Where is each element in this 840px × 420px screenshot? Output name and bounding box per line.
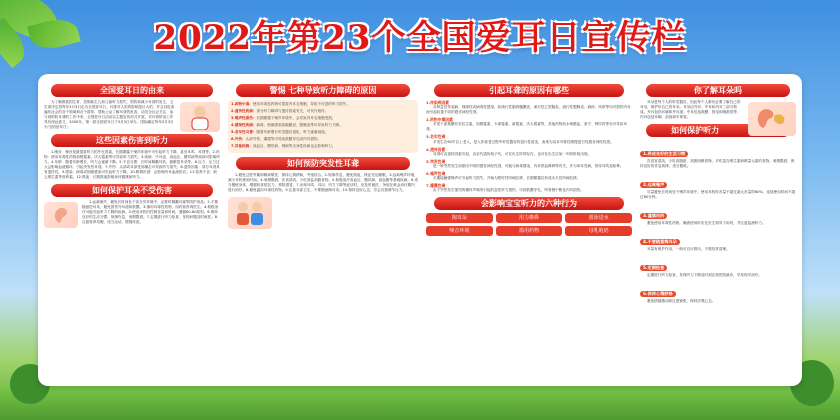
cause-heading: 7.爆震性聋	[426, 183, 446, 189]
column-causes	[228, 80, 418, 380]
section-heading-deafness-causes: 引起耳聋的原因有哪些	[434, 84, 624, 97]
tip-text: 耳屎有保护作用，一般可自行排出，不需经常清理。	[647, 247, 730, 251]
tip-text: 避免情绪激动和过度紧张，保持乐观心态。	[647, 299, 716, 303]
baby-hearing-behaviors-grid	[426, 213, 632, 236]
tip-heading: 5.定期检查	[640, 265, 667, 271]
family-illustration	[228, 197, 272, 229]
section-heading-know-ears: 你了解耳朵吗	[646, 84, 790, 97]
seven-causes-list	[228, 100, 418, 153]
cause-heading: 1.传染病因素	[426, 100, 450, 105]
content-board	[38, 74, 802, 386]
behavior-tag: 母乳呛奶	[565, 226, 632, 236]
section-heading-origin: 全国爱耳日的由来	[51, 84, 213, 97]
origin-text: 为了确保我国生育、控制新生儿和儿童听力损失，预防和减少耳聋的发生，卫生部决定将每年3月3日定为全国爱耳日。耳聋对人类的影响是巨大的，并且其危害遍布社会的各个领域和各个群体，帮助公众了解耳聋的危害，动员全社会关注、参与到预防耳聋的工作中来，全国爱耳日活动以主题宣传形式开展，对耳聋防治工作具有深远意义，2000年，第一届全国爱耳日于3月3日举办，国际确定每年3月3日为'全国爱耳日'。	[44, 100, 175, 129]
section-heading-damage-factors: 这些因素伤害到听力	[51, 134, 213, 147]
section-heading-protect-ears: 如何保护耳朵不受伤害	[51, 184, 213, 197]
section-heading-seven-causes: 警惕 七种导致听力障碍的原因	[236, 84, 411, 97]
tip-heading: 2.远离噪声	[640, 182, 667, 188]
tip-heading: 6.保持心情舒畅	[640, 291, 676, 297]
behavior-tag: 掏耳朵	[426, 213, 493, 223]
tip-heading: 3.谨慎用药	[640, 213, 667, 219]
behavior-tag: 游泳进水	[565, 213, 632, 223]
protect-ears-text: 1.远离噪声，避免长时间处于高分贝环境中，必要时佩戴耳塞等防护用品。2.不要随意挖耳朵，避免损伤外耳道和鼓膜。3.慎用耳毒性药物，用药前咨询医生。4.积极治疗可能引起听力下降的疾病。5.使用耳机时控制音量和时间，遵循60-60原则。6.保持良好的生活习惯，规律作息，戒烟限酒。7.定期进行听力检查，发现问题及时就医。8.注意营养均衡，适当运动，增强体质。	[82, 200, 219, 224]
column-origin	[44, 80, 220, 380]
section-heading-baby-hearing: 会影响宝宝听力的六种行为	[434, 197, 624, 210]
cause-heading: 4.遗传因素	[426, 146, 446, 152]
tip-text: 尽量避免长时间处于噪声环境中，使用耳机时音量不超过最大音量的60%，连续使用时间不超过60分钟。	[640, 190, 796, 199]
cause-text: 耳聋可由遗传因素引起，由亲代遗传给子代，可在出生时即存在，也可在出生后某一年龄阶段出现。	[433, 151, 592, 156]
damage-factors-text: 1.噪音：噪音是最损害听力的外在因素，长期暴露于噪声环境中可引起听力下降，甚至耳鸣、耳聋等。2.药物：使用耳毒性药物如链霉素、庆大霉素等可导致听力损失。3.疾病：中耳炎、高血压、糖尿病等疾病可影响听力。4.年龄：随着年龄增长，听力会逐渐下降。5.不良习惯：长时间佩戴耳机、频繁挖耳朵等。6.压力：压力过大会影响血液循环，引起突发性耳聋。7.外伤：头部或耳部受到撞击可导致听力损失。8.遗传因素：部分耳聋具有遗传性。9.感染：病毒或细菌感染可引起听力下降。10.吸烟饮酒：会影响内耳血液供应。11.营养不良：缺乏维生素等营养素。12.熬夜：长期熬夜影响身体健康和听力。	[44, 150, 220, 179]
cause-text: 各种急性传染病、细菌性或病毒性感染，如流行性脑脊髓膜炎、流行性乙型脑炎、流行性腮腺炎、麻疹、风疹等均可损伤内耳而引起轻重不同的感音神经性聋。	[426, 105, 631, 115]
column-know-ears	[640, 80, 796, 380]
behavior-tag: 噪音环境	[426, 226, 493, 236]
section-heading-protect-hearing: 如何保护听力	[646, 124, 790, 137]
cause-heading: 6.噪声性聋	[426, 171, 446, 177]
column-deafness-causes	[426, 80, 632, 380]
cause-text: 多见于氨基糖苷类抗生素，如链霉素、卡那霉素、新霉素、庆大霉素等，其他药物如水杨酸盐、奎宁、利尿药等亦可导致耳聋。	[426, 122, 628, 132]
page-title: 2022年第23个全国爱耳日宣传栏	[153, 18, 687, 58]
tip-heading: 4.不要随意掏耳朵	[640, 239, 680, 245]
list-item: 4.感染性疾病：病毒、细菌感染如脑膜炎、腮腺炎等可导致听力下降。	[231, 123, 343, 127]
know-ears-text: 耳朵是每个人的听觉器官，因此每个人都有必要了解自己的耳朵，保护好自己的耳朵。耳朵由外耳、中耳和内耳三部分构成。外耳包括耳廓和外耳道；中耳包括鼓膜、鼓室和咽鼓管等；内耳包括耳蜗、前庭和半规管。	[640, 100, 741, 119]
list-item: 3.噪声性损伤：长期暴露于噪声环境中，会导致内耳毛细胞受损。	[231, 116, 336, 120]
list-item: 6.外伤：头部外伤、爆震等可导致鼓膜穿孔或内耳损伤。	[231, 137, 322, 141]
section-heading-prevent-sudden-deafness: 如何预防突发性耳聋	[236, 157, 411, 170]
ear-illustration	[44, 202, 78, 228]
behavior-tag: 滥用药物	[496, 226, 563, 236]
list-item: 1.药物中毒：使用耳毒性药物可损害内耳毛细胞，导致不可逆的听力损失。	[231, 102, 350, 106]
cause-heading: 3.老年性聋	[426, 134, 446, 140]
list-item: 7.其他疾病：高血压、糖尿病、肾病等全身性疾病也会影响听力。	[231, 144, 336, 148]
list-item: 2.遗传性疾病：部分听力障碍与遗传因素有关，可代代相传。	[231, 109, 329, 113]
cause-heading: 5.突发性聋	[426, 158, 446, 164]
cause-text: 是一种突然发生而原因不明的感音神经性聋，可能与病毒感染、内耳供血障碍等有关，多为单耳发病，常伴耳鸣及眩晕。	[433, 164, 624, 169]
doctor-illustration	[180, 102, 220, 132]
ear-anatomy-illustration	[748, 102, 796, 136]
cause-text: 由于突然发生强烈的爆炸声响所引起的急性听力损伤，可致鼓膜穿孔、听骨链中断及内耳损伤。	[433, 188, 584, 193]
tip-text: 避免使用耳毒性药物，确需使用时应在医生指导下用药，并注意监测听力。	[647, 221, 766, 225]
cause-text: 多发生在60岁以上老人，是人体衰老过程中听觉器官的退行性改变，表现为双耳对称性缓慢进行性感音神经性聋。	[433, 139, 614, 144]
tip-heading: 1.养成良好的生活习惯	[640, 151, 688, 157]
list-item: 5.老年性耳聋：随着年龄增长听觉器官退化，听力逐渐减退。	[231, 130, 329, 134]
prevent-sudden-deafness-text: 1.避免过度劳累和精神紧张，保持心情舒畅，劳逸结合。2.规律作息，避免熬夜，保证充足睡眠。3.远离噪声环境，减少耳机使用时间。4.戒烟限酒，饮食清淡，少吃高盐高脂食物。5.积极治疗高血压、糖尿病、高血脂等基础疾病。6.适当锻炼身体，增强机体抵抗力，预防感冒。7.出现耳鸣、耳闷、听力下降等症状时，应及时就医，争取在黄金治疗期内进行治疗。8.避免滥用耳毒性药物。9.注意耳部卫生，不要随意掏耳朵。10.保持良好心态，学会自我调节压力。	[228, 173, 418, 192]
cause-heading: 2.药物中毒因素	[426, 117, 453, 123]
cause-text: 长期接触强噪声可引起听力损失，开始为暂时性听阈位移，长期暴露后形成永久性听阈位移。	[433, 176, 581, 181]
tip-text: 定期进行听力检查，发现听力下降及时到正规医院就诊，早发现早治疗。	[647, 273, 762, 277]
tip-text: 饮食宜清淡，少吃高脂肪、高胆固醇食物，多吃富含维生素和微量元素的食物。戒烟限酒，保持良好的作息规律，适当锻炼。	[640, 159, 795, 168]
grass-background	[0, 386, 840, 420]
behavior-tag: 用力擤鼻	[496, 213, 563, 223]
